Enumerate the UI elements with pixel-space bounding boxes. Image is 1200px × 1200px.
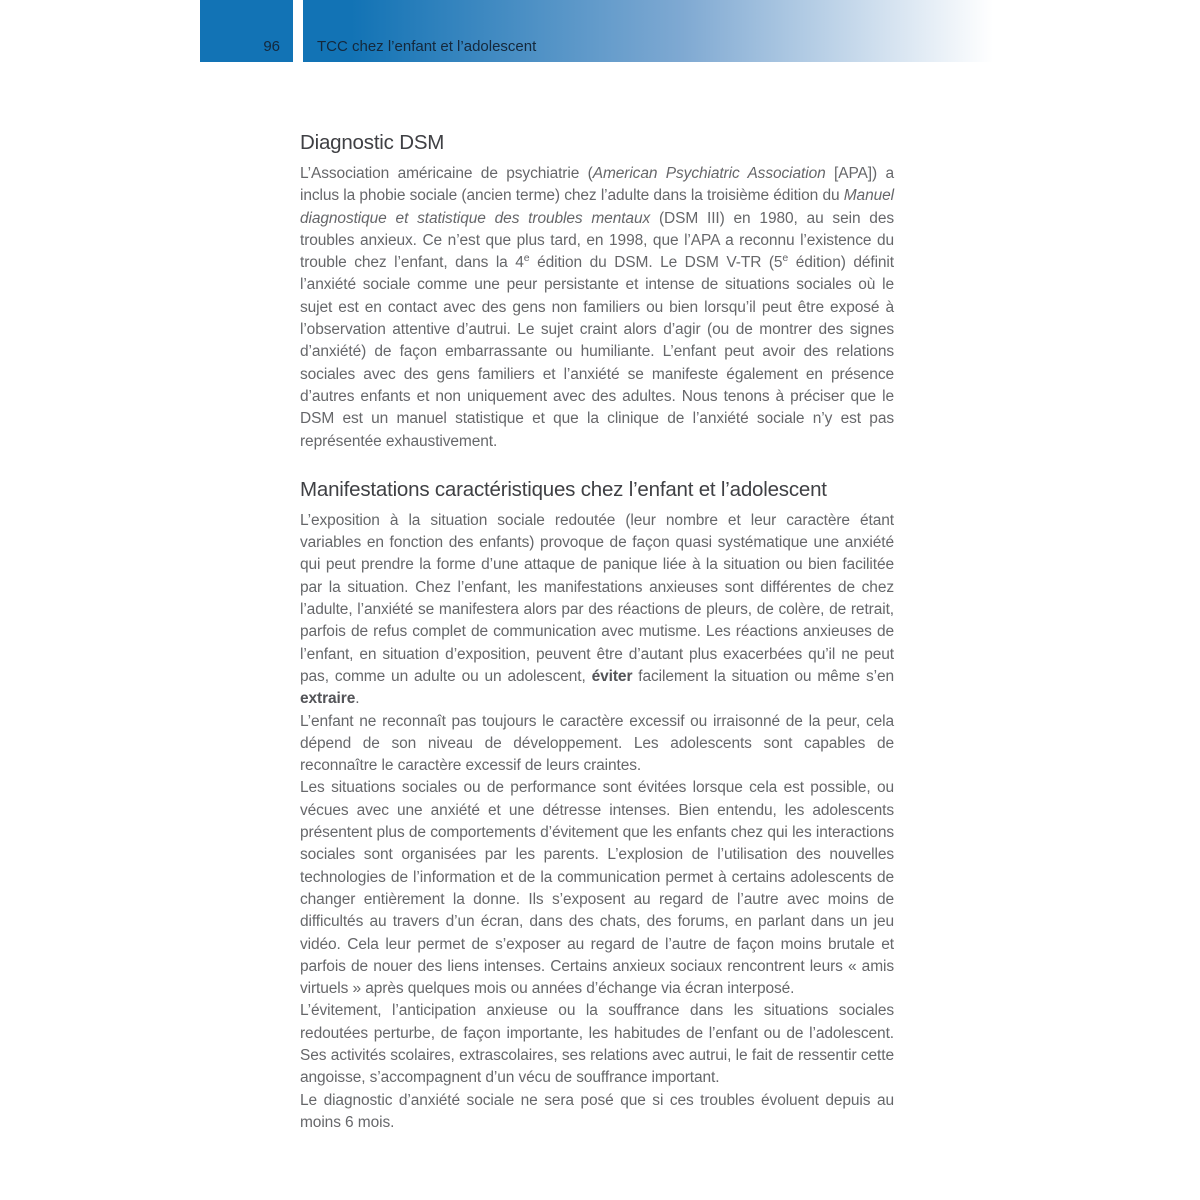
- body-paragraph: [300, 510, 894, 711]
- page-number-box: [200, 0, 293, 62]
- body-paragraph: [300, 711, 894, 778]
- running-head-bar: [303, 0, 993, 62]
- section: [300, 478, 894, 1134]
- body-paragraph: [300, 1000, 894, 1089]
- text-segment: (DSM III) en 1980, au sein des troubles anxieux. Ce n’est que plus tard, en 1998, que l’APA a reconnu l’existence du trouble chez l’enfant, dans la 4: [300, 209, 894, 272]
- section-heading: Diagnostic DSM: [300, 131, 445, 154]
- running-head-title: TCC chez l’enfant et l’adolescent: [317, 38, 537, 55]
- text-segment: American Psychiatric Association: [592, 165, 826, 182]
- text-segment: Les situations sociales ou de performance sont évitées lorsque cela est possible, ou vécues avec une anxiété et une détresse intenses. Bien entendu, les adolescents présentent plus de comportements d’évitement que les enfants chez qui les interactions sociales sont organisées par les parents. L’explosion de l’utilisation des nouvelles technologies de l’information et de la communication permet à certains adolescents de changer entièrement la donne. Ils s’exposent au regard de l’autre avec moins de difficultés au travers d’un écran, dans des chats, des forums, en parlant dans un jeu vidéo. Cela leur permet de s’exposer au regard de l’autre de façon moins brutale et parfois de nouer des liens intenses. Certains anxieux sociaux rencontrent leurs « amis virtuels » après quelques mois ou années d’échange via écran interposé.: [300, 779, 894, 998]
- text-segment: L’exposition à la situation sociale redoutée (leur nombre et leur caractère étant variables en fonction des enfants) provoque de façon quasi systématique une anxiété qui peut prendre la forme d’une attaque de panique liée à la situation ou bien facilitée par la situation. Chez l’enfant, les manifestations anxieuses sont différentes de chez l’adulte, l’anxiété se manifestera alors par des réactions de pleurs, de colère, de retrait, parfois de refus complet de communication avec mutisme. Les réactions anxieuses de l’enfant, en situation d’exposition, peuvent être d’autant plus exacerbées qu’il ne peut pas, comme un adulte ou un adolescent,: [300, 511, 894, 685]
- text-segment: L’enfant ne reconnaît pas toujours le caractère excessif ou irraisonné de la peur, cela dépend de son niveau de développement. Les adolescents sont capables de reconnaître le caractère excessif de leurs craintes.: [300, 712, 894, 775]
- text-segment: éviter: [591, 667, 633, 685]
- body-paragraph: [300, 163, 894, 453]
- page-number: 96: [263, 38, 280, 55]
- body-paragraph: [300, 1090, 894, 1135]
- text-segment: e: [782, 252, 789, 265]
- content-column: [300, 131, 894, 1134]
- text-segment: [APA]) a inclus la phobie sociale (ancien terme) chez l’adulte dans la troisième édition du: [300, 165, 894, 205]
- text-segment: édition du DSM. Le DSM V-TR (5: [529, 254, 783, 272]
- text-segment: .: [355, 690, 360, 708]
- text-segment: Le diagnostic d’anxiété sociale ne sera posé que si ces troubles évoluent depuis au moins 6 mois.: [300, 1091, 894, 1131]
- text-segment: Manuel diagnostique et statistique des troubles mentaux: [300, 187, 894, 227]
- text-segment: L’Association américaine de psychiatrie (: [300, 165, 593, 182]
- text-segment: édition) définit l’anxiété sociale comme une peur persistante et intense de situations sociales où le sujet est en contact avec des gens non familiers ou bien lorsqu’il peut être exposé à l’observation attentive d’autrui. Le sujet craint alors d’agir (ou de montrer des signes d’anxiété) de façon embarrassante ou humiliante. L’enfant peut avoir des relations sociales avec des gens familiers et l’anxiété se manifeste également en présence d’autres enfants et non uniquement avec des adultes. Nous tenons à préciser que le DSM est un manuel statistique et que la clinique de l’anxiété sociale n’y est pas représentée exhaustivement.: [300, 254, 894, 450]
- text-segment: L’évitement, l’anticipation anxieuse ou la souffrance dans les situations sociales redoutées perturbe, de façon importante, les habitudes de l’enfant ou de l’adolescent. Ses activités scolaires, extrascolaires, ses relations avec autrui, le fait de ressentir cette angoisse, s’accompagnent d’un vécu de souffrance important.: [300, 1002, 894, 1087]
- text-segment: e: [523, 252, 530, 265]
- section-heading: Manifestations caractéristiques chez l’enfant et l’adolescent: [300, 477, 827, 501]
- text-segment: facilement la situation ou même s’en: [632, 667, 894, 685]
- body-paragraph: [300, 777, 894, 1000]
- text-segment: extraire: [300, 690, 356, 708]
- section: [300, 131, 894, 453]
